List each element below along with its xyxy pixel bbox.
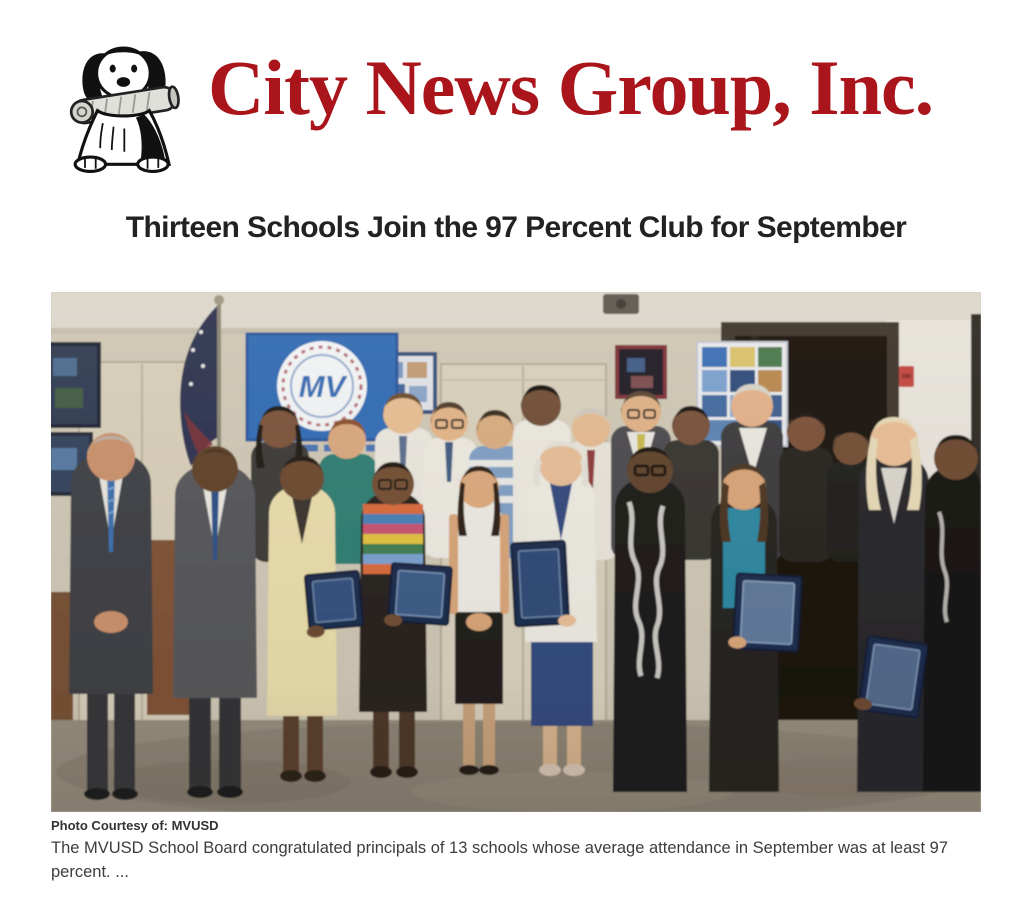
dog-with-newspaper-icon: [48, 23, 206, 175]
dog-paw: [138, 157, 168, 171]
dog-eye: [110, 65, 116, 73]
photo-caption: Photo Courtesy of: MVUSD: [51, 818, 219, 833]
site-header: [48, 15, 988, 175]
dog-nose: [117, 77, 130, 87]
dog-paw: [75, 157, 105, 171]
brand-wordmark[interactable]: City News Group, Inc.: [208, 44, 934, 131]
article-headline: Thirteen Schools Join the 97 Percent Club for September: [125, 211, 907, 244]
article-photo: [51, 292, 981, 812]
article-figure: [51, 292, 981, 834]
dog-eye: [131, 65, 137, 73]
article-excerpt: The MVUSD School Board congratulated principals of 13 schools whose average attendance in September was at least 97 percent. ...: [51, 839, 949, 881]
